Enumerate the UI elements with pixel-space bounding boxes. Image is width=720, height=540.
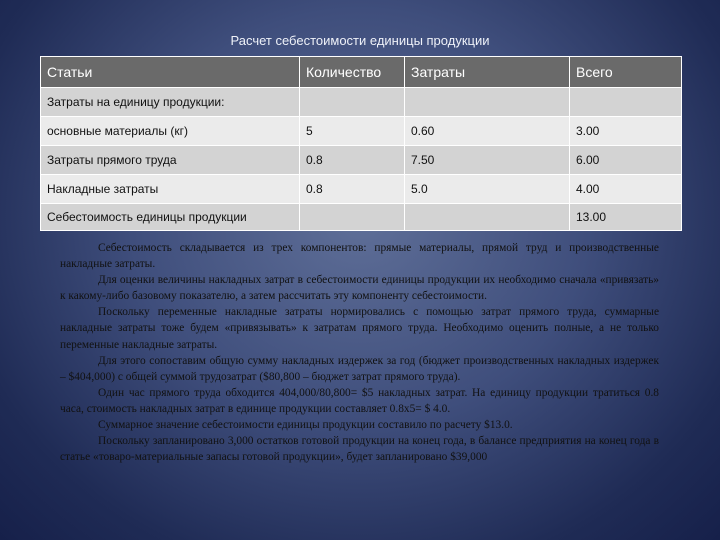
table-cell: 7.50 xyxy=(405,146,570,175)
paragraph: Себестоимость складывается из трех компонентов: прямые материалы, прямой труд и производственные накладные затраты. xyxy=(60,242,659,271)
header-total: Всего xyxy=(570,57,682,88)
table-cell: 0.8 xyxy=(300,146,405,175)
table-cell: 4.00 xyxy=(570,175,682,204)
slide-title: Расчет себестоимости единицы продукции xyxy=(230,33,490,48)
table-cell xyxy=(300,204,405,231)
table-cell: 6.00 xyxy=(570,146,682,175)
table-cell: Затраты прямого труда xyxy=(41,146,300,175)
table-cell: 13.00 xyxy=(570,204,682,231)
table-cell: Себестоимость единицы продукции xyxy=(41,204,300,231)
paragraph: Один час прямого труда обходится 404,000/80,800= $5 накладных затрат. На единицу продукции тратиться 0.8 часа, стоимость накладных затрат в единице продукции составляет 0.8х5= $ 4.0. xyxy=(60,386,659,415)
table-cell xyxy=(300,88,405,117)
paragraph: Поскольку запланировано 3,000 остатков готовой продукции на конец года, в балансе предприятия на конец года в статье «товаро-материальные запасы готовой продукции», будет запланировано $39,000 xyxy=(60,435,659,464)
paragraph: Поскольку переменные накладные затраты нормировались с помощью затрат прямого труда, суммарные накладные затраты тоже будем «привязывать» к затратам прямого труда. Необходимо оценить полные, а не только переменные накладные затраты. xyxy=(60,306,659,351)
header-quantity: Количество xyxy=(300,57,405,88)
table-header-row xyxy=(41,57,682,88)
table-row xyxy=(41,175,682,204)
table-cell: 5.0 xyxy=(405,175,570,204)
cost-table xyxy=(40,56,682,231)
table-row xyxy=(41,88,682,117)
table-cell: 3.00 xyxy=(570,117,682,146)
paragraph: Суммарное значение себестоимости единицы продукции составило по расчету $13.0. xyxy=(98,419,513,432)
table-row xyxy=(41,117,682,146)
explanation-text xyxy=(60,240,659,465)
table-row xyxy=(41,146,682,175)
table-cell: Затраты на единицу продукции: xyxy=(41,88,300,117)
header-costs: Затраты xyxy=(405,57,570,88)
paragraph: Для оценки величины накладных затрат в себестоимости единицы продукции их необходимо сначала «привязать» к какому-либо базовому показателю, а затем рассчитать эту компоненту себестоимости. xyxy=(60,274,659,303)
table-cell: 0.60 xyxy=(405,117,570,146)
table-cell: 0.8 xyxy=(300,175,405,204)
paragraph: Для этого сопоставим общую сумму накладных издержек за год (бюджет производственных накладных издержек – $404,000) с общей суммой трудозатрат ($80,800 – бюджет затрат прямого труда). xyxy=(60,354,659,383)
table-row xyxy=(41,204,682,231)
table-cell: основные материалы (кг) xyxy=(41,117,300,146)
table-cell: 5 xyxy=(300,117,405,146)
table-cell xyxy=(405,204,570,231)
table-cell xyxy=(570,88,682,117)
header-items: Статьи xyxy=(41,57,300,88)
table-cell: Накладные затраты xyxy=(41,175,300,204)
table-cell xyxy=(405,88,570,117)
